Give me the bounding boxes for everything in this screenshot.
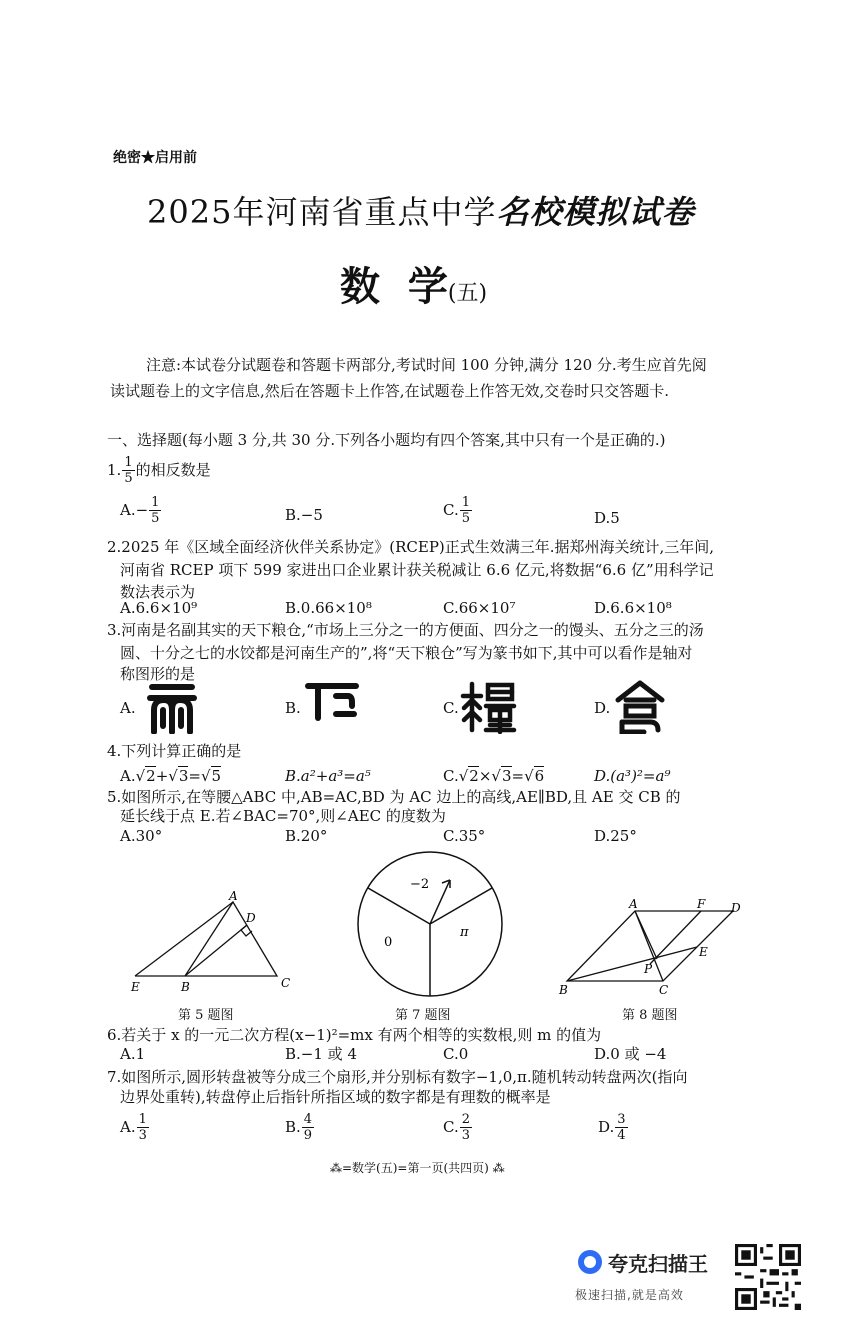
q1-option-a: A.− $\frac{1}{5}$ — [120, 495, 160, 526]
q2-line1: 2.2025 年《区域全面经济伙伴关系协定》(RCEP)正式生效满三年.据郑州海关统计,三年间, — [107, 538, 715, 556]
paper-title-main: 2025年河南省重点中学 — [147, 193, 497, 231]
q3-option-d: D. — [594, 699, 611, 717]
figure-7-spinner — [350, 850, 510, 1000]
q5-option-d: D.25° — [594, 827, 637, 845]
scanner-brand: 夸克扫描王 — [608, 1252, 708, 1276]
fig8-label-p: P — [644, 962, 653, 976]
q5-option-c: C.35° — [443, 827, 486, 845]
spinner-label-pi: π — [460, 925, 469, 940]
paper-title — [147, 192, 694, 232]
spinner-label-neg2: −2 — [410, 877, 430, 892]
figure-8-parallelogram — [553, 895, 753, 1000]
subject-name: 数 学 — [340, 263, 448, 310]
q6-option-d: D.0 或 −4 — [594, 1045, 667, 1063]
q7-option-a: A. $\frac{1}{3}$ — [120, 1112, 147, 1143]
subject-title — [340, 262, 487, 319]
seal-tian-glyph — [146, 680, 198, 734]
question-1-stem — [107, 455, 211, 486]
secret-label: 绝密★启用前 — [113, 150, 197, 166]
q3-option-c: C. — [443, 699, 459, 717]
scanner-logo-icon — [578, 1250, 602, 1274]
q7-line1: 7.如图所示,圆形转盘被等分成三个扇形,并分别标有数字−1,0,π.随机转动转盘两次(指向 — [107, 1068, 688, 1086]
q1-option-d: D.5 — [594, 509, 620, 527]
scanner-slogan: 极速扫描,就是高效 — [575, 1288, 684, 1302]
fig5-label-a: A — [229, 890, 238, 903]
q3-line1: 3.河南是名副其实的天下粮仓,“市场上三分之一的方便面、四分之一的馒头、五分之三的汤 — [107, 621, 704, 639]
q2-line3: 数法表示为 — [120, 583, 196, 601]
page-footer: ⁂=数学(五)=第一页(共四页) ⁂ — [330, 1161, 505, 1175]
q4-option-c: C.√2×√3=√6 — [443, 767, 545, 785]
fig5-label-d: D — [246, 911, 256, 925]
q3-option-a: A. — [120, 699, 136, 717]
q7-option-d: D. $\frac{3}{4}$ — [598, 1112, 626, 1143]
figure-5-triangle — [125, 890, 300, 1000]
fig8-label-b: B — [559, 983, 568, 997]
seal-cang-glyph — [614, 680, 666, 734]
fig8-label-f: F — [697, 897, 706, 911]
q5-option-a: A.30° — [120, 827, 163, 845]
q3-line2: 圆、十分之七的水饺都是河南生产的”,将“天下粮仓”写为篆书如下,其中可以看作是轴对 — [120, 644, 693, 662]
q2-option-d: D.6.6×10⁸ — [594, 599, 672, 617]
spinner-label-zero: 0 — [384, 935, 393, 950]
q2-option-b: B.0.66×10⁸ — [285, 599, 372, 617]
q6-option-c: C.0 — [443, 1045, 469, 1063]
fig8-label-d: D — [731, 901, 741, 915]
q6-stem: 6.若关于 x 的一元二次方程(x−1)²=mx 有两个相等的实数根,则 m 的值为 — [107, 1026, 602, 1044]
q7-option-c: C. $\frac{2}{3}$ — [443, 1112, 470, 1143]
q4-option-a: A.√2+√3=√5 — [120, 767, 222, 785]
notice-line2: 读试题卷上的文字信息,然后在答题卡上作答,在试题卷上作答无效,交卷时只交答题卡. — [110, 382, 670, 400]
q2-option-c: C.66×10⁷ — [443, 599, 516, 617]
seal-liang-glyph — [460, 680, 520, 734]
q1-option-c: C. $\frac{1}{5}$ — [443, 495, 470, 526]
question-number: 1. — [107, 461, 122, 479]
section-title: 一、选择题(每小题 3 分,共 30 分.下列各小题均有四个答案,其中只有一个是正确的.) — [107, 431, 666, 449]
q3-line3: 称图形的是 — [120, 665, 196, 683]
q5-line1: 5.如图所示,在等腰△ABC 中,AB=AC,BD 为 AC 边上的高线,AE∥BD,且 AE 交 CB 的 — [107, 788, 681, 806]
q7-line2: 边界处重转),转盘停止后指针所指区域的数字都是有理数的概率是 — [120, 1088, 551, 1106]
qr-code-icon — [735, 1244, 801, 1310]
q1-option-b: B.−5 — [285, 506, 323, 524]
figure-8-caption: 第 8 题图 — [622, 1008, 678, 1023]
fraction: $\frac{1}{5}$ — [124, 455, 133, 486]
q5-option-b: B.20° — [285, 827, 328, 845]
q5-line2: 延长线于点 E.若∠BAC=70°,则∠AEC 的度数为 — [120, 807, 446, 825]
q4-stem: 4.下列计算正确的是 — [107, 742, 242, 760]
q6-option-a: A.1 — [120, 1045, 146, 1063]
q4-option-d: D.(a³)²=a⁹ — [594, 767, 671, 785]
paper-title-brand: 名校模拟试卷 — [496, 193, 695, 231]
q4-option-b: B.a²+a³=a⁵ — [285, 767, 371, 785]
fig5-label-c: C — [281, 976, 291, 990]
fig8-label-a: A — [629, 897, 638, 911]
seal-xia-glyph — [304, 680, 360, 724]
q2-option-a: A.6.6×10⁹ — [120, 599, 198, 617]
question-text: 的相反数是 — [135, 461, 211, 479]
fig5-label-e: E — [131, 980, 140, 994]
q7-option-b: B. $\frac{4}{9}$ — [285, 1112, 313, 1143]
q6-option-b: B.−1 或 4 — [285, 1045, 357, 1063]
q2-line2: 河南省 RCEP 项下 599 家进出口企业累计获关税减让 6.6 亿元,将数据“6.6 亿”用科学记 — [120, 561, 714, 579]
fig8-label-e: E — [699, 945, 708, 959]
subject-number: (五) — [447, 281, 488, 306]
fig5-label-b: B — [181, 980, 190, 994]
figure-5-caption: 第 5 题图 — [178, 1008, 234, 1023]
figure-7-caption: 第 7 题图 — [395, 1008, 451, 1023]
fig8-label-c: C — [659, 983, 669, 997]
q3-option-b: B. — [285, 699, 301, 717]
notice-line1: 注意:本试卷分试题卷和答题卡两部分,考试时间 100 分钟,满分 120 分.考生应首先阅 — [146, 356, 707, 374]
